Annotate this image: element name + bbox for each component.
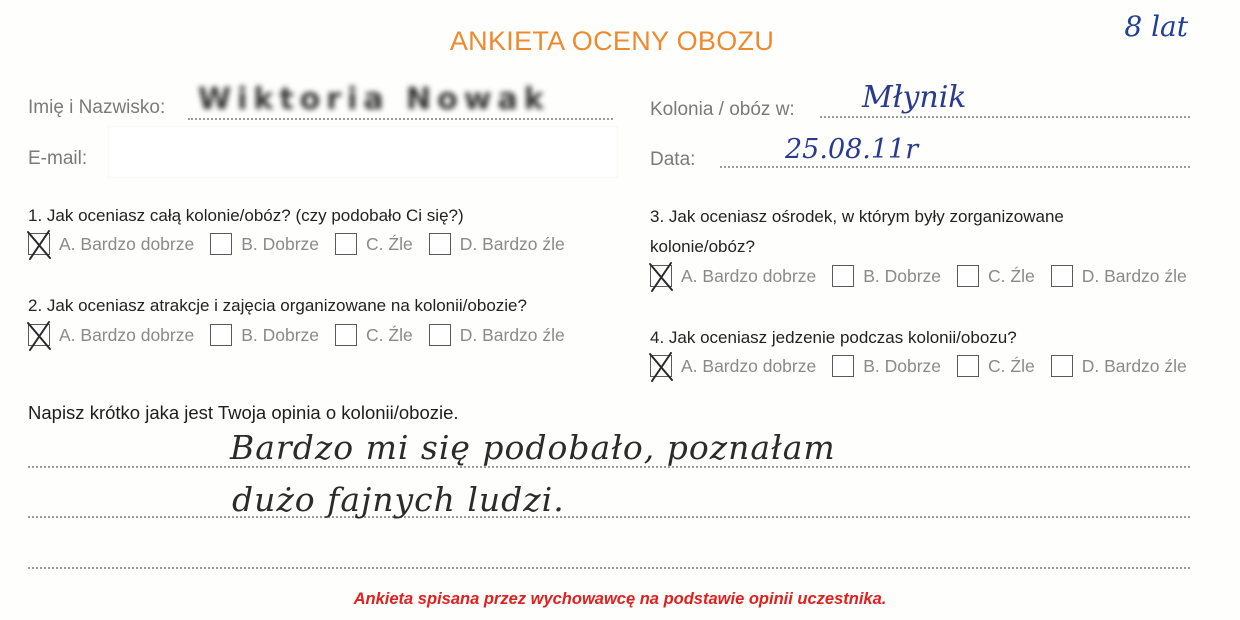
question-4-text: 4. Jak oceniasz jedzenie podczas kolonii/obozu? [650, 328, 1017, 347]
question-2-option-c[interactable] [335, 324, 413, 346]
question-4-option-d[interactable] [1051, 355, 1187, 377]
checkbox[interactable] [335, 324, 357, 346]
question-2-text: 2. Jak oceniasz atrakcje i zajęcia organizowane na kolonii/obozie? [28, 296, 527, 315]
checkbox[interactable] [429, 324, 451, 346]
email-field[interactable] [108, 126, 618, 178]
question-1-option-b[interactable] [210, 233, 319, 255]
question-4-option-c[interactable] [957, 355, 1035, 377]
footer-note: Ankieta spisana przez wychowawcę na podstawie opinii uczestnika. [353, 590, 887, 608]
checkbox[interactable] [957, 265, 979, 287]
x-mark-icon [25, 228, 55, 262]
checkbox[interactable] [28, 233, 50, 255]
question-1-option-a[interactable] [28, 233, 194, 255]
option-label: B. Dobrze [863, 355, 942, 376]
question-3-options [650, 265, 1187, 287]
camp-dotted-line [820, 116, 1190, 118]
camp-label: Kolonia / obóz w: [650, 99, 795, 120]
x-mark-icon [647, 350, 677, 384]
question-3-option-a[interactable] [650, 265, 816, 287]
opinion-text-line-1[interactable]: Bardzo mi się podobało, poznałam [230, 428, 836, 467]
option-label: C. Źle [988, 265, 1035, 286]
question-3-option-d[interactable] [1051, 265, 1187, 287]
question-1-options [28, 233, 565, 255]
date-value[interactable]: 25.08.11r [785, 134, 919, 165]
checkbox[interactable] [957, 355, 979, 377]
option-label: D. Bardzo źle [459, 233, 565, 254]
checkbox[interactable] [210, 324, 232, 346]
opinion-label: Napisz krótko jaka jest Twoja opinia o kolonii/obozie. [28, 402, 459, 423]
option-label: C. Źle [366, 324, 413, 345]
email-label: E-mail: [28, 148, 88, 169]
question-2-option-b[interactable] [210, 324, 319, 346]
option-label: D. Bardzo źle [1081, 265, 1187, 286]
opinion-text-line-2[interactable]: dużo fajnych ludzi. [232, 480, 565, 519]
x-mark-icon [647, 260, 677, 294]
question-3-option-c[interactable] [957, 265, 1035, 287]
checkbox[interactable] [429, 233, 451, 255]
option-label: B. Dobrze [241, 324, 320, 345]
option-label: B. Dobrze [241, 233, 320, 254]
question-1-option-c[interactable] [335, 233, 413, 255]
option-label: A. Bardzo dobrze [681, 265, 817, 286]
question-3-option-b[interactable] [832, 265, 941, 287]
option-label: D. Bardzo źle [1081, 355, 1187, 376]
checkbox[interactable] [650, 265, 672, 287]
form-title: ANKIETA OCENY OBOZU [449, 26, 775, 56]
question-2-option-d[interactable] [429, 324, 565, 346]
x-mark-icon [25, 319, 55, 353]
option-label: D. Bardzo źle [459, 324, 565, 345]
checkbox[interactable] [335, 233, 357, 255]
option-label: A. Bardzo dobrze [681, 355, 817, 376]
question-4-options [650, 355, 1187, 377]
checkbox[interactable] [28, 324, 50, 346]
date-dotted-line [720, 166, 1190, 168]
question-2-options [28, 324, 565, 346]
option-label: C. Źle [366, 233, 413, 254]
option-label: A. Bardzo dobrze [59, 324, 195, 345]
checkbox[interactable] [1051, 355, 1073, 377]
checkbox[interactable] [832, 355, 854, 377]
camp-value[interactable]: Młynik [862, 80, 967, 115]
question-1-text: 1. Jak oceniasz całą kolonie/obóz? (czy podobało Ci się?) [28, 206, 464, 225]
question-3-text-line1: 3. Jak oceniasz ośrodek, w którym były zorganizowane [650, 207, 1064, 226]
question-4-option-a[interactable] [650, 355, 816, 377]
option-label: B. Dobrze [863, 265, 942, 286]
question-3-text-line2: kolonie/obóz? [650, 237, 755, 256]
option-label: C. Źle [988, 355, 1035, 376]
age-handwritten-note: 8 lat [1124, 10, 1188, 43]
name-value-blurred[interactable]: Wiktoria Nowak [198, 82, 550, 117]
checkbox[interactable] [650, 355, 672, 377]
checkbox[interactable] [1051, 265, 1073, 287]
question-1-option-d[interactable] [429, 233, 565, 255]
question-2-option-a[interactable] [28, 324, 194, 346]
name-label: Imię i Nazwisko: [28, 97, 166, 118]
option-label: A. Bardzo dobrze [59, 233, 195, 254]
checkbox[interactable] [210, 233, 232, 255]
question-4-option-b[interactable] [832, 355, 941, 377]
name-dotted-line [188, 118, 613, 120]
opinion-line-2 [28, 516, 1190, 518]
checkbox[interactable] [832, 265, 854, 287]
date-label: Data: [650, 149, 696, 170]
opinion-line-3 [28, 567, 1190, 569]
